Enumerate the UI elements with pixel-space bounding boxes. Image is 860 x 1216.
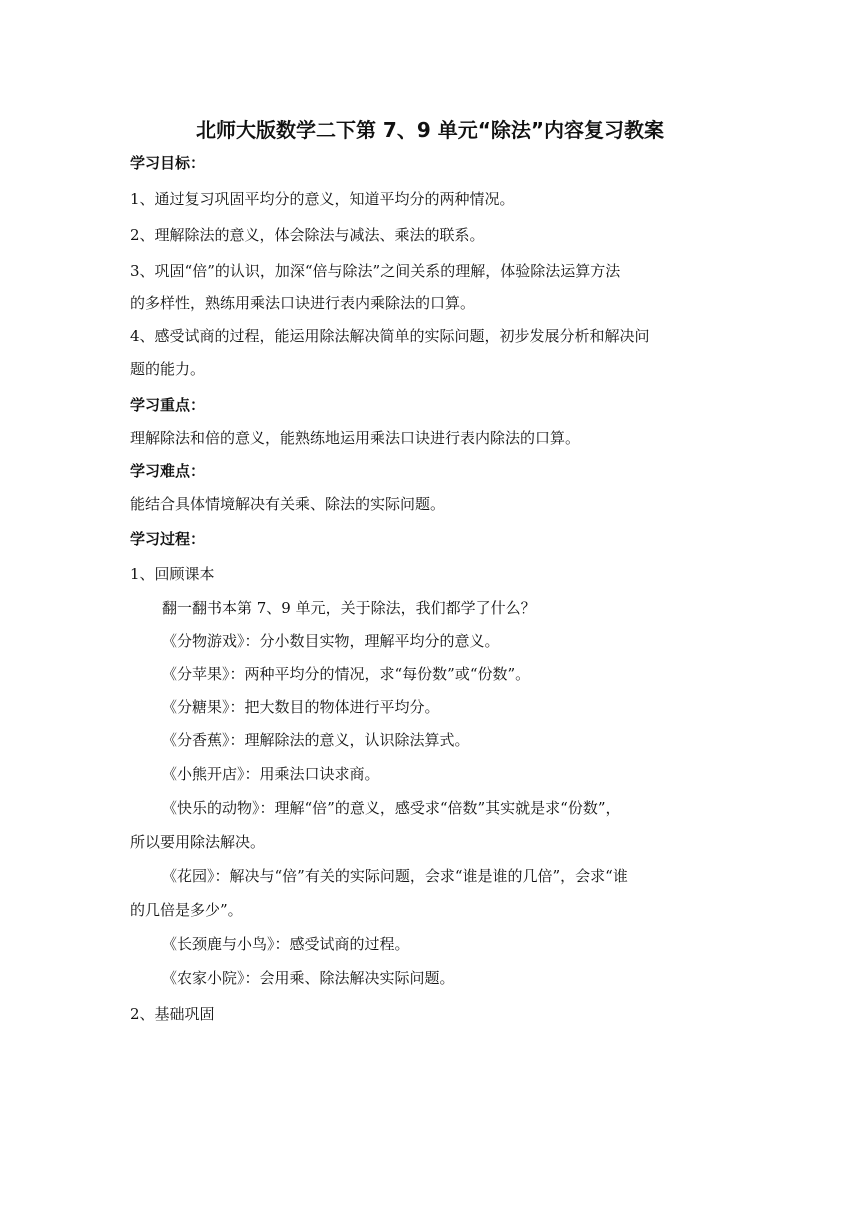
lesson-item-continuation: 所以要用除法解决。 — [130, 833, 266, 851]
difficult-heading: 学习难点： — [130, 462, 206, 480]
lesson-item: 《花园》：解决与“倍”有关的实际问题，会求“谁是谁的几倍”，会求“谁 — [162, 867, 628, 885]
lesson-item: 《分苹果》：两种平均分的情况，求“每份数”或“份数”。 — [162, 665, 531, 683]
review-intro: 翻一翻书本第 7、9 单元，关于除法，我们都学了什么？ — [162, 599, 536, 617]
lesson-item: 《小熊开店》：用乘法口诀求商。 — [162, 765, 380, 783]
goals-heading: 学习目标： — [130, 154, 206, 172]
goal-4-line-1: 4、感受试商的过程，能运用除法解决简单的实际问题，初步发展分析和解决问 — [130, 327, 650, 345]
review-heading: 1、回顾课本 — [130, 565, 215, 583]
lesson-item: 《分香蕉》：理解除法的意义，认识除法算式。 — [162, 731, 470, 749]
lesson-item: 《农家小院》：会用乘、除法解决实际问题。 — [162, 969, 455, 987]
lesson-item: 《长颈鹿与小鸟》：感受试商的过程。 — [162, 935, 410, 953]
process-heading: 学习过程： — [130, 530, 206, 548]
key-text: 理解除法和倍的意义，能熟练地运用乘法口诀进行表内除法的口算。 — [130, 429, 581, 447]
consolidate-heading: 2、基础巩固 — [130, 1005, 215, 1023]
goal-4-line-2: 题的能力。 — [130, 360, 206, 378]
lesson-item: 《分糖果》：把大数目的物体进行平均分。 — [162, 698, 440, 716]
difficult-text: 能结合具体情境解决有关乘、除法的实际问题。 — [130, 495, 446, 513]
goal-3-line-1: 3、巩固“倍”的认识，加深“倍与除法”之间关系的理解，体验除法运算方法 — [130, 262, 621, 280]
goal-3-line-2: 的多样性，熟练用乘法口诀进行表内乘除法的口算。 — [130, 294, 476, 312]
lesson-item: 《分物游戏》：分小数目实物，理解平均分的意义。 — [162, 632, 500, 650]
document-title: 北师大版数学二下第 7、9 单元“除法”内容复习教案 — [195, 118, 665, 142]
lesson-item: 《快乐的动物》：理解“倍”的意义，感受求“倍数”其实就是求“份数”， — [162, 799, 621, 817]
lesson-item-continuation: 的几倍是多少”。 — [130, 901, 243, 919]
goal-2: 2、理解除法的意义，体会除法与减法、乘法的联系。 — [130, 226, 485, 244]
key-heading: 学习重点： — [130, 396, 206, 414]
goal-1: 1、通过复习巩固平均分的意义，知道平均分的两种情况。 — [130, 190, 515, 208]
